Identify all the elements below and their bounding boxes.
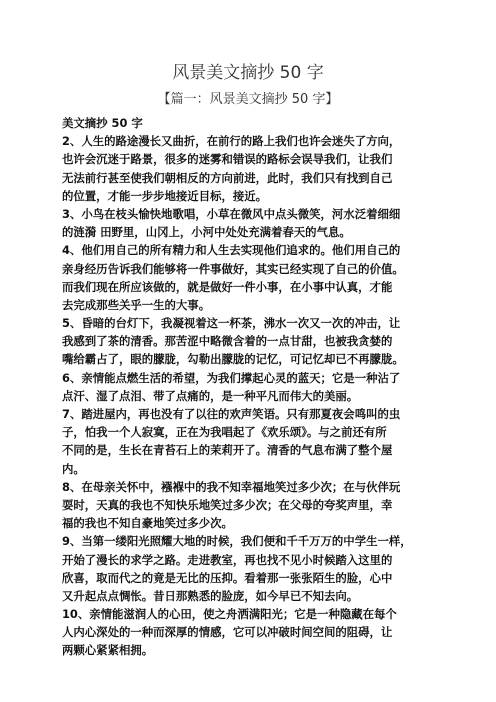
text-line: 9、当第一缕阳光照耀大地的时候，我们便和千千万万的中学生一样， [62,534,412,549]
text-line: 福的我也不知自豪地笑过多少次。 [62,516,233,531]
document-body [62,114,442,660]
text-line: 嘴给霸占了，眼的朦胧，勾勒出朦胧的记忆，可记忆却已不再朦胧。 [62,352,404,367]
text-line: 8、在母亲关怀中，襁褓中的我不知幸福地笑过多少次；在与伙伴玩 [62,479,401,494]
text-line: 亲身经历告诉我们能够将一件事做好，其实已经实现了自己的价值。 [62,261,404,276]
text-line: 我感到了茶的清香。那苦涩中略微含着的一点甘甜，也被我贪婪的 [62,334,393,349]
text-line: 3、小鸟在枝头愉快地歌唱，小草在微风中点头微笑，河水泛着细细 [62,206,401,221]
text-line: 也许会沉迷于路景，很多的迷雾和错误的路标会误导我们，让我们 [62,152,393,167]
text-line: 去完成那些关乎一生的大事。 [62,297,211,312]
text-line: 开始了漫长的求学之路。走进教室，再也找不见小时候踏入这里的 [62,552,393,567]
text-line: 无法前行甚至使我们朝相反的方向前进，此时，我们只有找到自己 [62,170,393,185]
document-title: 风景美文摘抄 50 字 [172,63,324,83]
document-subtitle: 【篇一：风景美文摘抄 50 字】 [157,92,339,107]
text-line: 又升起点点惆怅。昔日那熟悉的脸庞，如今早已不知去向。 [62,588,359,603]
text-line: 欣喜，取而代之的竟是无比的压抑。看着那一张张陌生的脸，心中 [62,570,393,585]
text-line: 耍时，天真的我也不知快乐地笑过多少次；在父母的夸奖声里，幸 [62,497,393,512]
text-line: 6、亲情能点燃生活的希望，为我们撑起心灵的蓝天；它是一种沾了 [62,370,401,385]
text-line: 点汗、湿了点泪、带了点痛的，是一种平凡而伟大的美丽。 [62,388,359,403]
text-line: 内。 [62,461,85,476]
text-line: 子，怕我一个人寂寞，正在为我唱起了《欢乐颂》。与之前还有所 [62,425,387,440]
text-line: 美文摘抄 50 字 [62,116,143,130]
text-line: 7、踏进屋内，再也没有了以往的欢声笑语。只有那夏夜会鸣叫的虫 [62,407,401,421]
text-line: 2、人生的路途漫长又曲折，在前行的路上我们也许会迷失了方向， [62,134,401,149]
text-line: 的涟漪 田野里，山冈上，小河中处处充满着春天的气息。 [62,225,351,240]
text-line: 10、亲情能滋润人的心田，使之舟洒满阳光；它是一种隐藏在每个 [62,607,397,622]
text-line: 不同的是，生长在青苔石上的茉莉开了。清香的气息布满了整个屋 [62,443,393,458]
text-line: 两颗心紧紧相拥。 [62,643,154,658]
text-line: 人内心深处的一种而深厚的情感，它可以冲破时间空间的阻碍，让 [62,625,393,640]
text-line: 4、他们用自己的所有精力和人生去实现他们追求的。他们用自己的 [62,243,401,258]
text-line: 的位置，才能一步步地接近目标，接近。 [62,188,268,203]
text-line: 而我们现在所应该做的，就是做好一件小事，在小事中认真，才能 [62,279,393,294]
text-line: 5、昏暗的台灯下，我凝视着这一杯茶，沸水一次又一次的冲击，让 [62,316,401,331]
